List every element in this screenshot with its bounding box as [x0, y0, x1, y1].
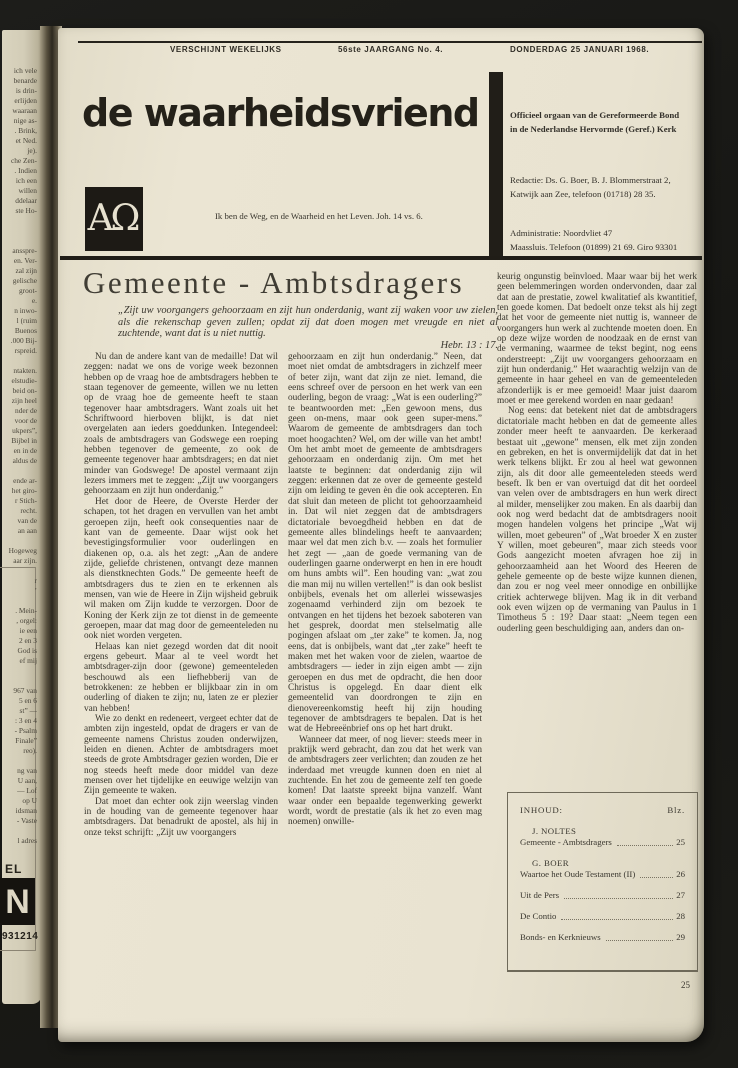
newspaper-page — [58, 28, 704, 1042]
contents-items — [520, 826, 685, 943]
text-fragment-line: elstudie- — [11, 376, 37, 385]
text-fragment-line — [2, 226, 37, 236]
publication-frequency: VERSCHIJNT WEKELIJKS — [170, 45, 282, 54]
text-fragment-line: 967 van — [13, 686, 37, 695]
text-fragment-line: r — [34, 576, 37, 585]
article-paragraph: Het door de Heere, de Overste Herder der schapen, tot het dragen en vervullen van het ambt geroepen zijn, heeft ook consequenties naar de kant van de gemeente. Daar wijst ook het bevestigingsformulier voor ouderlingen en diakenen op, o.a. als het zegt: „Aan de andere zijde, geliefde christenen, ontvangt deze mannen als dienstknechten Gods.” De gemeente heeft de ambtsdragers dus te zien en te erkennen als mensen, van wie de Heere in Zijn wijsheid gebruik wil maken om Zijn kudde te verzorgen. Door de Koning der Kerk zijn ze tot dienst in de gemeente geroepen, maar dat mag door de gemeenteleden nu ook niet worden vergeten. — [84, 496, 278, 642]
text-fragment-line: ich vele — [13, 66, 37, 75]
contents-item-author: G. BOER — [532, 858, 570, 868]
text-fragment-line: ansspre- — [12, 246, 37, 255]
text-fragment-line — [2, 466, 37, 476]
contents-item-page: 28 — [676, 911, 685, 921]
text-fragment-line: gelische — [12, 276, 37, 285]
text-fragment-line: . Brink, — [14, 126, 37, 135]
contents-title: INHOUD: — [520, 805, 563, 815]
text-fragment-line — [2, 676, 37, 686]
text-fragment-line: rspreid. — [14, 346, 37, 355]
text-fragment-line: recht. — [20, 506, 37, 515]
article-paragraph: Wanneer dat meer, of nog liever: steeds meer in praktijk werd gebracht, dan zou dat het werk van de ambtsdragers zeer verlichten; dan zouden ze het inderdaad met vreugde kunnen doen en niet al zuchtende. En het zou de gemeente zelf ten goede komen! Dat laatste spreekt bijna vanzelf. Want waar onder een bepaalde tegenwerking gewerkt wordt, wordt de prestatie (als ik het zo even mag noemen) onwille- — [288, 734, 482, 828]
text-fragment-line — [2, 216, 37, 226]
dotted-leader — [561, 919, 673, 920]
text-fragment-line: God is — [17, 646, 37, 655]
advert-logo-letter: N — [5, 882, 30, 921]
text-fragment-line: aar zijn. — [13, 556, 37, 565]
text-fragment-line: . Indien — [14, 166, 37, 175]
text-fragment-line: ende ar- — [13, 476, 37, 485]
text-fragment-line: ef mij — [19, 656, 37, 665]
quote-text: „Zijt uw voorgangers gehoorzaam en zijt hun onderdanig, want zij waken voor uw zielen, als die rekenschap geven zullen; opdat zij dat doen mogen met vreugde en niet al zuchtende, want dat is u niet nuttig. — [118, 305, 498, 340]
text-fragment-line: groot- — [18, 286, 37, 295]
text-fragment-line: en. Ver- — [13, 256, 37, 265]
text-fragment-line: op U — [22, 796, 37, 805]
text-fragment-line: 2 en 3 — [18, 636, 37, 645]
text-fragment-line — [2, 756, 37, 766]
text-fragment-line: en in de — [13, 446, 37, 455]
article-column-2 — [288, 352, 482, 1040]
contents-item — [520, 911, 685, 922]
text-fragment-line: het giro- — [11, 486, 37, 495]
administration-address: Administratie: Noordvliet 47 Maassluis. Telefoon (01899) 21 69. Giro 93301 — [510, 228, 678, 252]
text-fragment-line — [2, 596, 37, 606]
header-divider-bar — [489, 72, 503, 257]
text-fragment-line: idsman — [15, 806, 37, 815]
contents-item-title: Waartoe het Oude Testament (II) — [520, 869, 636, 879]
page-number: 25 — [681, 980, 690, 990]
article-paragraph: Nu dan de andere kant van de medaille! Dat wil zeggen: nadat we ons de vorige week bezonnen hebben op de vraag hoe de ambtsdragers hebben te staan tegenover de gemeente, willen we nu letten op de vraag hoe de gemeente heeft te staan tegenover haar ambtsdragers. Want zoals uit het Schriftwoord hierboven blijkt, is dat niet overgelaten aan ieders goeddunken. Integendeel: zoals de ambtsdragers van Godswege een roeping hebben tegenover de gemeente, zo ook de gemeente tegenover haar ambtsdragers; en dat niet minder van Godswege! De apostel vermaant zijn lezers immers met te zeggen: „Zijt uw voorgangers gehoorzaam en zijt hun onderdanig.” — [84, 352, 278, 497]
text-fragment-line: Finale” — [15, 736, 37, 745]
text-fragment-line: nder de — [15, 406, 37, 415]
text-fragment-line: - Psalm — [14, 726, 37, 735]
contents-item — [520, 932, 685, 943]
text-fragment-line: , orgel: — [16, 616, 37, 625]
masthead-motto: Ik ben de Weg, en de Waarheid en het Leven. Joh. 14 vs. 6. — [215, 211, 423, 221]
text-fragment-line — [2, 566, 37, 576]
contents-item-title: Uit de Pers — [520, 890, 560, 900]
text-fragment-line: et Ned. — [15, 136, 37, 145]
official-organ-note: Officieel orgaan van de Gereformeerde Bond in de Nederlandse Hervormde (Geref.) Kerk — [510, 110, 680, 134]
contents-item — [520, 858, 685, 880]
text-fragment-line: r Stich- — [15, 496, 37, 505]
text-fragment-line: voor de — [14, 416, 37, 425]
text-fragment-line: is drin- — [15, 86, 37, 95]
article-title: Gemeente - Ambtsdragers — [83, 265, 465, 300]
text-fragment-line: che Zen- — [10, 156, 37, 165]
text-fragment-line: 5 en 6 — [18, 696, 37, 705]
scripture-quote — [118, 305, 498, 351]
editorial-address: Redactie: Ds. G. Boer, B. J. Blommerstraat 2, Katwijk aan Zee, telefoon (01718) 28 35. — [510, 175, 671, 199]
alpha-omega-logo — [85, 187, 143, 251]
text-fragment-line: van de — [17, 516, 37, 525]
advert-number: 931214 — [2, 931, 39, 942]
text-fragment-line: — Lof — [17, 786, 37, 795]
contents-item-title: De Contio — [520, 911, 557, 921]
contents-box — [507, 792, 698, 972]
text-fragment-line: l (ruim — [16, 316, 37, 325]
text-fragment-line: erlijden — [14, 96, 37, 105]
text-fragment-line: e. — [31, 296, 37, 305]
text-fragment-line: nige as- — [13, 116, 37, 125]
text-fragment-line: reo). — [23, 746, 37, 755]
contents-item — [520, 826, 685, 848]
header-bottom-rule — [60, 256, 702, 260]
article-paragraph: Dat moet dan echter ook zijn weerslag vinden in de houding van de gemeente tegenover haar ambtsdragers. Dat benadrukt de apostel, als hij in onze tekst schrijft: „Zijt uw voorgangers — [84, 796, 278, 838]
text-fragment-line: . Mein- — [15, 606, 37, 615]
text-fragment-line: ich een — [15, 176, 37, 185]
text-fragment-line: ste Ho- — [15, 206, 37, 215]
text-fragment-line — [2, 356, 37, 366]
advert-letters: EL — [5, 862, 23, 876]
text-fragment-line — [2, 666, 37, 676]
text-fragment-line: Bijbel in — [11, 436, 37, 445]
contents-item-title: Bonds- en Kerknieuws — [520, 932, 601, 942]
article-paragraph: gehoorzaam en zijt hun onderdanig.” Neen, dat moet niet omdat de ambtsdragers in zichzelf meer of beter zijn, want dat zijn ze niet. Iemand, die eens schreef over de persoon en het werk van een ouderling, begon de vraag: „Wat is een ouderling?” te beantwoorden met: „Een gewoon mens, dus geen on-mens, maar ook geen super-mens.” Waarom de gemeente de ambtsdragers dan toch moet hoogachten? Wel, om der wille van het ambt! Om het ambt moet de gemeente de ambtsdragers gehoorzaam en onderdanig zijn. Om met het laatste te beginnen: dat onderdanig zijn wil zeggen: erkennen dat ze over de gemeente gesteld zijn om leiding te geven èn die ook accepteren. En dat sluit dan meteen de plicht tot gehoorzaamheid in. Dat wil niet zeggen dat de ambtsdragers dictatoriale bevoegdheid hebben en dat de gemeente alles blindelings heeft te aanvaarden; maar wel dat men zich b.v. — zoals het formulier het zegt — „aan de goede vermaning van de ouderlingen gaarne onderwerpt en hen in ere houdt om huns ambts wil”. Een houding van: „wat zou die man mij nu willen vertellen!” is dan ook beslist onbijbels, evenals het om allerlei wissewasjes zogenaamd verhinderd zijn om bezoek te ontvangen en het tijdens het bezoek saboteren van het gesprek, doordat men stelselmatig alle pogingen afslaat om „ter zake” te komen. Ja, nog eens, dat is onbijbels, want dat „ter zake” heeft te maken met het waken voor de zielen, waartoe de ambtsdragers — ieder in zijn eigen ambt — zijn geroepen en dus met de opdracht, die hen door Christus is opgelegd. En daar dient elk gemeentelid van doordrongen te zijn en dienovereenkomstig heeft hij zijn houding tegenover de ambtsdragers te bepalen. Dat is het wat de Hebreeënbrief ons op het hart drukt. — [288, 352, 482, 735]
text-fragment-line: Hogeweg — [8, 546, 37, 555]
masthead-title: de waarheidsvriend — [82, 91, 479, 135]
text-fragment-line — [2, 826, 37, 836]
contents-item-author: J. NOLTES — [532, 826, 577, 836]
text-fragment-line: je). — [27, 146, 37, 155]
contents-page-label: Blz. — [667, 805, 685, 815]
advert-logo-block — [0, 878, 35, 925]
text-fragment-line: ukpers”, — [12, 426, 37, 435]
adjacent-page-sliver — [2, 30, 42, 1004]
text-fragment-line: ie een — [19, 626, 37, 635]
article-paragraph: Helaas kan niet gezegd worden dat dit nooit ergens gebeurt. Maar al te veel wordt het ambtsdrager-zijn door (gewone) gemeenteleden beschouwd als een liefhebberij van de betrokkenen: ze hebben er blijkbaar zin in om ouderling of diaken te zijn; nu, laten ze er plezier van hebben! — [84, 641, 278, 714]
text-fragment-line: : 3 en 4 — [15, 716, 37, 725]
text-fragment-line: ntakten. — [13, 366, 37, 375]
alpha-omega-glyphs: ΑΩ — [87, 198, 138, 239]
text-fragment-line — [2, 236, 37, 246]
contents-header — [520, 805, 685, 816]
issue-date: DONDERDAG 25 JANUARI 1968. — [510, 45, 650, 54]
text-fragment-line: an aan — [17, 526, 37, 535]
volume-issue: 56ste JAARGANG No. 4. — [338, 45, 444, 54]
contents-item-page: 29 — [676, 932, 685, 942]
text-fragment-line: st” — — [19, 706, 37, 715]
text-fragment-line: waaraan — [12, 106, 37, 115]
text-fragment-line: l adres — [17, 836, 37, 845]
text-fragment-line: zijn heel — [11, 396, 37, 405]
article-column-3 — [497, 272, 697, 796]
dotted-leader — [640, 877, 673, 878]
text-fragment-line: zal zijn — [15, 266, 37, 275]
text-fragment-line: ’ — [34, 586, 37, 595]
text-fragment-line: ng van — [17, 766, 37, 775]
dotted-leader — [617, 845, 673, 846]
contents-item-page: 25 — [676, 837, 685, 847]
text-fragment-line: benarde — [13, 76, 37, 85]
adjacent-page-text-fragments — [2, 66, 37, 846]
contents-item-title: Gemeente - Ambtsdragers — [520, 837, 612, 847]
contents-item-page: 26 — [676, 869, 685, 879]
text-fragment-line: ddelaar — [15, 196, 37, 205]
dotted-leader — [564, 898, 673, 899]
text-fragment-line: - Vaste — [16, 816, 37, 825]
text-fragment-line: willen — [18, 186, 37, 195]
contents-item-page: 27 — [676, 890, 685, 900]
text-fragment-line: Buenos — [14, 326, 37, 335]
article-paragraph: keurig ongunstig beïnvloed. Maar waar bij het werk geen belemmeringen worden ondervonden, daar zal dat aan de prestatie, zowel kwalitatief als kwantitief, ten goede komen. Dat bedoelt onze tekst als hij zegt dat het voor de gemeente niet nuttig is, wanneer de voorgangers hun werk al zuchtende moeten doen. En op deze wijze worden de noodzaak en de ernst van de vermaning, waarmee de tekst begint, nog eens onderstreept: „Zijt uw voorgangers gehoorzaam en zijt hun onderdanig.” Het waarachtig welzijn van de gemeente in haar geheel en van de gemeenteleden afzonderlijk is er mee gemoeid! Maar juist daarom moet er mee gerekend worden en naar gedaan! — [497, 272, 697, 407]
text-fragment-line: aldus de — [12, 456, 37, 465]
contents-item — [520, 890, 685, 901]
header-top-rule — [78, 41, 702, 43]
article-paragraph: Nog eens: dat betekent niet dat de ambtsdragers dictatoriale macht hebben en dat de gemeente alles zonder meer heeft te aanvaarden. De kerkeraad bestaat uit „gewone” mensen, elk met zijn zonden en gebreken, en het is onvermijdelijk dat dat in het werk telkens blijkt. Er zou al heel wat gewonnen zijn, als dit door alle gemeenteleden steeds werd beseft. Ik ben er van overtuigd dat dit het oordeel van velen over de ambtsdragers en hun werk direct al milder, menselijker zou maken. En als daarbij dan ook nog werd bedacht dat de ambtsdragers nooit mogen handelen volgens het principe „Wat wij willen, moet gebeuren” of „Wat broeder X en zuster Y willen, moet gebeuren”, maar zich steeds voor Gods aangezicht moeten afvragen hoe zij in gehoorzaamheid aan het Woord des Heeren de gehele gemeente op de beste wijze kunnen dienen, dan zou er nog veel meer onnodige en onbillijke critiek achterwege blijven. Mag ik in dit verband ook even wijzen op de vermaning van Paulus in 1 Timotheus 5 : 19? Daar staat: „Neem tegen een ouderling geen beschuldiging aan, anders dan on- — [497, 406, 697, 634]
dotted-leader — [606, 940, 674, 941]
text-fragment-line: .000 Bij- — [10, 336, 37, 345]
text-fragment-line: n inwo- — [14, 306, 37, 315]
quote-reference: Hebr. 13 : 17. — [440, 339, 498, 351]
text-fragment-line: beid on- — [12, 386, 37, 395]
text-fragment-line — [2, 536, 37, 546]
text-fragment-line: U aan, — [17, 776, 37, 785]
article-paragraph: Wie zo denkt en redeneert, vergeet echter dat de ambten zijn ingesteld, opdat de dragers er van de gemeente namens Christus zouden onderwijzen, leiden en dienen. Achter de ambtsdragers moet steeds de grote Ambtsdrager gezien worden, Die er nog steeds heeft mede door middel van deze mensen over het tijdelijke en eeuwige welzijn van Zijn gemeente te waken. — [84, 714, 278, 797]
article-column-1 — [84, 352, 278, 1040]
